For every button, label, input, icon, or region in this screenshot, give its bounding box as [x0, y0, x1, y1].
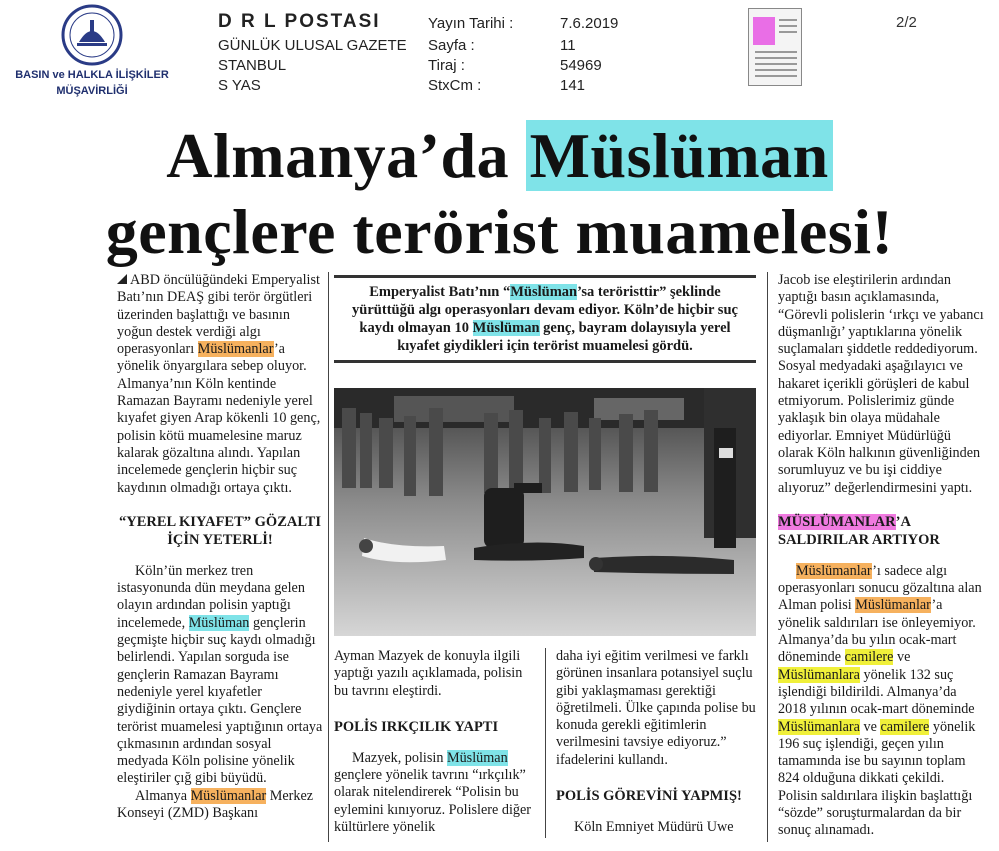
article-column-3 [556, 648, 756, 836]
text: Merkez Konseyi (ZMD) Başkanı [117, 787, 314, 822]
headline-highlight: Müslüman [526, 120, 833, 191]
diyanet-logo-icon [61, 4, 123, 66]
circulation-value: 54969 [560, 57, 602, 74]
stxcm-label: StxCm : [428, 77, 482, 94]
date-value: 7.6.2019 [560, 15, 619, 32]
subheading: “YEREL KIYAFET” GÖZALTI İÇİN YETERLİ! [119, 513, 321, 548]
column-divider [545, 648, 546, 838]
page-value: 11 [560, 37, 576, 54]
column-divider [767, 272, 768, 842]
agency-logo [12, 4, 172, 104]
paragraph: Ayman Mazyek de konuyla ilgili yaptığı yazılı açıklamada, polisin bu tavrını eleştirdi. [334, 648, 523, 699]
highlight: Müslüman [188, 614, 250, 631]
highlight: Müslüman [472, 320, 540, 336]
agency-name-line2: MÜŞAVİRLİĞİ [56, 85, 128, 97]
text: ve [893, 649, 911, 666]
clipping-header [0, 0, 999, 110]
paragraph: daha iyi eğitim verilmesi ve farklı görünen insanlara potansiyel suçlu gibi yaklaşmaması gerektiği öğretilmeli. Ülke çapında polise bu konuda gerekli eğitimlerin verilmesini tavsiye ediyoruz.” ifadelerini kullandı. [556, 648, 756, 768]
text: Köln’ün merkez tren istasyonunda dün meydana gelen olayın ardından polisin yaptığı incelemede, [117, 562, 305, 631]
publication-category: S YAS [218, 77, 261, 94]
highlight: Müslüman [446, 749, 508, 766]
publication-city: STANBUL [218, 57, 287, 74]
headline-text: Almanya’da [166, 120, 526, 191]
paragraph [334, 750, 534, 836]
text: gençlere yönelik tavrını “ırkçılık” olarak nitelendirerek “Polisin bu eylemini kınıyoruz. Polislere diğer kültürlere yönelik [334, 767, 532, 836]
lead-paragraph [117, 272, 323, 497]
paragraph [117, 788, 323, 823]
article-column-4 [778, 272, 986, 840]
headline-line1 [0, 118, 999, 194]
text: SALDIRILAR ARTIYOR [778, 531, 940, 548]
text: ’a yönelik saldırıları ise önleyemiyor. Almanya’da bu yılın ocak-mart döneminde [778, 597, 976, 666]
highlight: MÜSLÜMANLAR [778, 513, 896, 530]
thumbnail-highlight [753, 17, 775, 45]
publication-type: GÜNLÜK ULUSAL GAZETE [218, 37, 407, 54]
column-divider [328, 272, 329, 842]
subheading [778, 513, 986, 549]
stxcm-value: 141 [560, 77, 586, 94]
thumbnail-line [779, 31, 797, 33]
article-column-1 [117, 272, 323, 822]
highlight: Müslümanlara [778, 718, 860, 735]
thumbnail-line [755, 51, 797, 53]
thumbnail-line [779, 25, 797, 27]
text: genç, bayram dolayısıyla yerel kıyafet giydikleri için terörist muamelesi gördü. [397, 320, 731, 354]
thumbnail-line [755, 57, 797, 59]
text: ’a yönelik önyargılara sebep oluyor. Almanya’nın Köln kentinde Ramazan Bayramı nedeniyle yerel kıyafet giyen Arap kökenli 10 genç, polisin kötü muamelesine maruz kalarak gözaltına alındı. Yapılan incelemede gençlerin hiçbir suç kaydının olmadığı ortaya çıktı. [117, 341, 321, 496]
paragraph: Köln Emniyet Müdürü Uwe [574, 819, 734, 836]
page-indicator: 2/2 [896, 14, 917, 31]
headline-line2: gençlere terörist muamelesi! [105, 196, 894, 267]
paragraph [778, 563, 986, 840]
text: ’sa teröristtir” şeklinde yürüttüğü algı operasyonları devam ediyor. Köln’de hiçbir suç kaydı olmayan 10 [352, 284, 738, 336]
thumbnail-line [755, 75, 797, 77]
text: Almanya [135, 787, 191, 804]
page-thumbnail[interactable] [748, 8, 802, 86]
subheading: POLİS GÖREVİNİ YAPMIŞ! [556, 788, 742, 805]
highlight: Müslüman [510, 284, 578, 300]
bullet-triangle-icon [117, 274, 127, 284]
subheading: POLİS IRKÇILIK YAPTI [334, 718, 499, 735]
page-label: Sayfa : [428, 37, 475, 54]
thumbnail-line [755, 63, 797, 65]
text: yönelik 132 suç işlendiği bildirildi. Almanya’da 2018 yılının ocak-mart döneminde [778, 666, 975, 718]
paragraph: Jacob ise eleştirilerin ardından yaptığı basın açıklamasında, “Görevli polislerin ‘ırkçı ve yabancı düşmanlığı’ yaptıklarına yönelik suçlamaları şiddetle reddediyorum. Sosyal medyadaki aşağılayıcı ve hakaret içerikli görüşleri de kabul etmiyorum. Polislerimiz günde yaklaşık bin olaya müdahale ediyorlar. Emniyet Müdürlüğü olarak Köln halkının güvenliğinden sorumluyuz ve bu işi ciddiye alıyoruz” değerlendirmesini yaptı. [778, 272, 984, 496]
article-column-2 [334, 648, 534, 836]
thumbnail-line [779, 19, 797, 21]
text: ABD öncülüğündeki Emperyalist Batı’nın DEAŞ gibi terör örgütleri üzerinden başlattığı ve basının yoğun destek verdiği algı operasyonları [117, 272, 320, 358]
highlight: Müslümanlar [796, 562, 873, 579]
text: ’A [895, 513, 911, 530]
highlight: camilere [880, 718, 930, 735]
text: ’ı sadece algı operasyonları sonucu gözaltına alan Alman polisi [778, 562, 982, 614]
circulation-label: Tiraj : [428, 57, 465, 74]
article-deck [334, 275, 756, 363]
date-label: Yayın Tarihi : [428, 15, 514, 32]
text: ve [859, 718, 881, 735]
text: gençlerin geçmişte hiçbir suç kaydı olmadığı belirlendi. Yapılan sorguda ise gençlerin Ramazan Bayramı nedeniyle yerel kıyafetler giydiğinin ortaya çıktı. Gençlere terörist muamelesi yaptığının ortaya çıkmasının ardından sosyal medyada Köln polisine yönelik eleştiriler çığ gibi büyüdü. [117, 614, 323, 787]
agency-name-line1: BASIN ve HALKLA İLİŞKİLER [15, 69, 169, 81]
station-scene-image [334, 388, 756, 636]
highlight: camilere [844, 649, 894, 666]
text: Emperyalist Batı’nın “ [369, 284, 511, 300]
text: yönelik 196 suç işlendiği, geçen yılın tamamında ise bu sayının toplam 824 olduğuna dikkati çekildi. Polisin saldırılara ilişkin başlattığı “sözde” soruşturmalardan da bir sonuç alınamadı. [778, 718, 976, 839]
publication-name: D R L POSTASI [218, 11, 381, 32]
highlight: Müslümanlar [197, 341, 274, 358]
paragraph [117, 563, 323, 788]
news-photo [334, 388, 756, 636]
article-headline [0, 118, 999, 270]
text: Mazyek, polisin [352, 749, 447, 766]
highlight: Müslümanlar [190, 787, 267, 804]
highlight: Müslümanlar [855, 597, 932, 614]
thumbnail-line [755, 69, 797, 71]
highlight: Müslümanlara [778, 666, 860, 683]
